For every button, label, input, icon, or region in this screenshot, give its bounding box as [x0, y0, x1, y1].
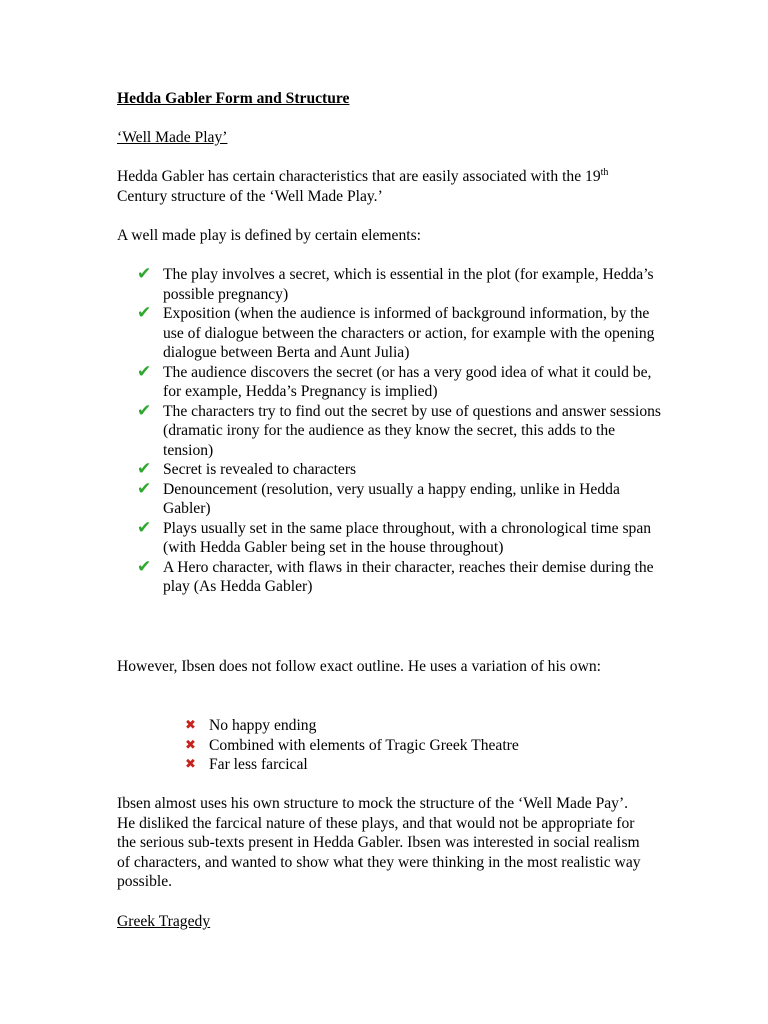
elements-checklist — [137, 264, 663, 597]
list-item — [137, 478, 663, 519]
list-item-text: No happy ending — [209, 717, 317, 734]
check-icon: ✔ — [137, 303, 152, 323]
check-icon: ✔ — [137, 400, 152, 421]
list-item-text: The characters try to find out the secret by use of questions and answer sessions (dramatic irony for the audience as they know the secret, this adds to the tension) — [163, 402, 661, 459]
conclusion-paragraph: Ibsen almost uses his own structure to mock the structure of the ‘Well Made Pay’. He disliked the farcical nature of these plays, and that would not be appropriate for the serious sub-texts present in Hedda Gabler. Ibsen was interested in social realism of characters, and wanted to show what they were thinking in the most realistic way possible. — [117, 795, 641, 890]
check-icon: ✔ — [137, 556, 152, 577]
list-item-text: A Hero character, with flaws in their character, reaches their demise during the play (As Hedda Gabler) — [163, 558, 654, 595]
list-item-text: Plays usually set in the same place throughout, with a chronological time span (with Hedda Gabler being set in the house throughout) — [163, 519, 652, 556]
variations-list — [185, 716, 639, 775]
check-icon: ✔ — [137, 459, 152, 479]
list-item — [185, 736, 639, 756]
list-item — [137, 459, 663, 480]
list-item — [137, 264, 663, 304]
check-icon: ✔ — [137, 361, 152, 382]
ordinal-superscript: th — [600, 166, 609, 178]
document-title: Hedda Gabler Form and Structure — [117, 90, 350, 107]
list-item — [137, 361, 663, 402]
list-item — [185, 755, 639, 775]
cross-icon: ✖ — [185, 757, 196, 772]
list-item-text: The audience discovers the secret (or has a very good idea of what it could be, for example, Hedda’s Pregnancy is implied) — [163, 363, 652, 400]
intro-text-part1: Hedda Gabler has certain characteristics that are easily associated with the 19 — [117, 168, 601, 185]
definition-paragraph: A well made play is defined by certain elements: — [117, 227, 421, 244]
intro-text-part2: Century structure of the ‘Well Made Play.’ — [117, 187, 383, 205]
check-icon: ✔ — [137, 478, 152, 499]
list-item-text: Secret is revealed to characters — [163, 461, 357, 478]
check-icon: ✔ — [137, 517, 152, 538]
cross-icon: ✖ — [185, 737, 196, 753]
variation-paragraph: However, Ibsen does not follow exact outline. He uses a variation of his own: — [117, 658, 601, 675]
cross-icon: ✖ — [185, 718, 196, 733]
list-item-text: The play involves a secret, which is essential in the plot (for example, Hedda’s possible pregnancy) — [163, 266, 654, 303]
list-item — [137, 556, 663, 597]
list-item — [137, 400, 663, 461]
list-item — [137, 517, 663, 558]
list-item-text: Exposition (when the audience is informed of background information, by the use of dialogue between the characters or action, for example with the opening dialogue between Berta and Aunt Julia) — [163, 305, 655, 361]
list-item-text: Combined with elements of Tragic Greek Theatre — [209, 736, 519, 754]
list-item — [137, 303, 663, 363]
intro-paragraph — [117, 167, 637, 206]
section-heading-well-made-play: ‘Well Made Play’ — [117, 129, 228, 146]
section-heading-greek-tragedy: Greek Tragedy — [117, 913, 211, 930]
check-icon: ✔ — [137, 264, 152, 284]
list-item-text: Denouncement (resolution, very usually a happy ending, unlike in Hedda Gabler) — [163, 480, 620, 517]
list-item-text: Far less farcical — [209, 756, 308, 773]
list-item — [185, 716, 639, 736]
